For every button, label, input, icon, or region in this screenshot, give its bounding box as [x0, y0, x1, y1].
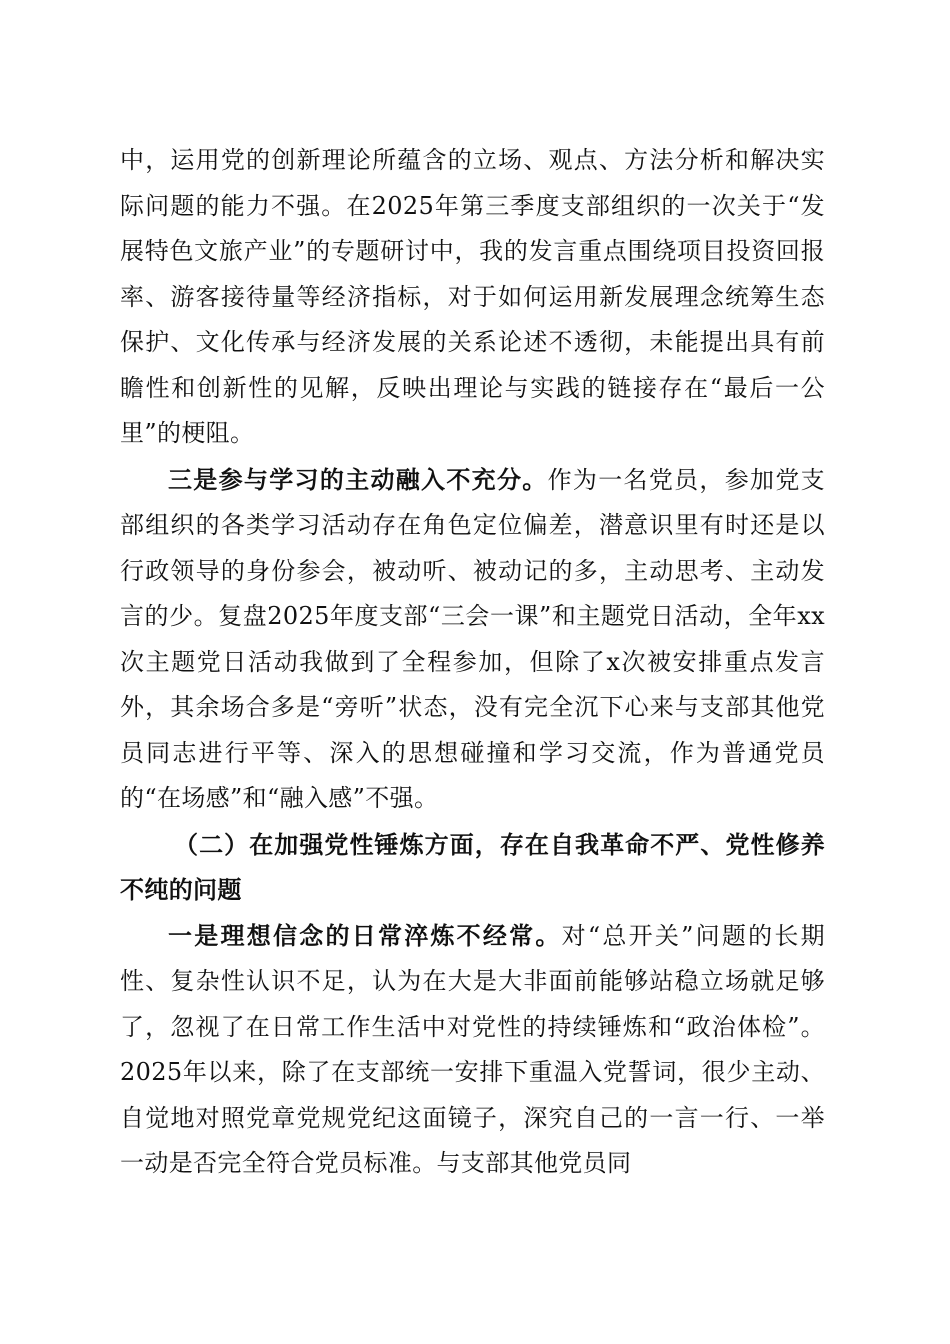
paragraph-text: 作为一名党员，参加党支部组织的各类学习活动存在角色定位偏差，潜意识里有时还是以行政领导的身份参会，被动听、被动记的多，主动思考、主动发言的少。复盘2025年度支部“三会一课”和主题党日活动，全年xx次主题党日活动我做到了全程参加，但除了x次被安排重点发言外，其余场合多是“旁听”状态，没有完全沉下心来与支部其他党员同志进行平等、深入的思想碰撞和学习交流，作为普通党员的“在场感”和“融入感”不强。 — [120, 465, 825, 812]
paragraph-lead: 三是参与学习的主动融入不充分。 — [168, 464, 548, 494]
paragraph-lead: 一是理想信念的日常淬炼不经常。 — [168, 920, 562, 950]
section-heading: （二）在加强党性锤炼方面，存在自我革命不严、党性修养不纯的问题 — [120, 829, 825, 904]
paragraph-continuation — [120, 138, 825, 457]
paragraph-text: 中，运用党的创新理论所蕴含的立场、观点、方法分析和解决实际问题的能力不强。在2025年第三季度支部组织的一次关于“发展特色文旅产业”的专题研讨中，我的发言重点围绕项目投资回报率、游客接待量等经济指标，对于如何运用新发展理念统筹生态保护、文化传承与经济发展的关系论述不透彻，未能提出具有前瞻性和创新性的见解，反映出理论与实践的链接存在“最后一公里”的梗阻。 — [120, 146, 825, 447]
paragraph-first-point — [120, 913, 825, 1187]
paragraph-text: 对“总开关”问题的长期性、复杂性认识不足，认为在大是大非面前能够站稳立场就足够了，忽视了在日常工作生活中对党性的持续锤炼和“政治体检”。2025年以来，除了在支部统一安排下重温入党誓词，很少主动、自觉地对照党章党规党纪这面镜子，深究自己的一言一行、一举一动是否完全符合党员标准。与支部其他党员同 — [120, 921, 826, 1177]
document-body — [120, 138, 825, 1187]
paragraph-third-point — [120, 457, 825, 822]
